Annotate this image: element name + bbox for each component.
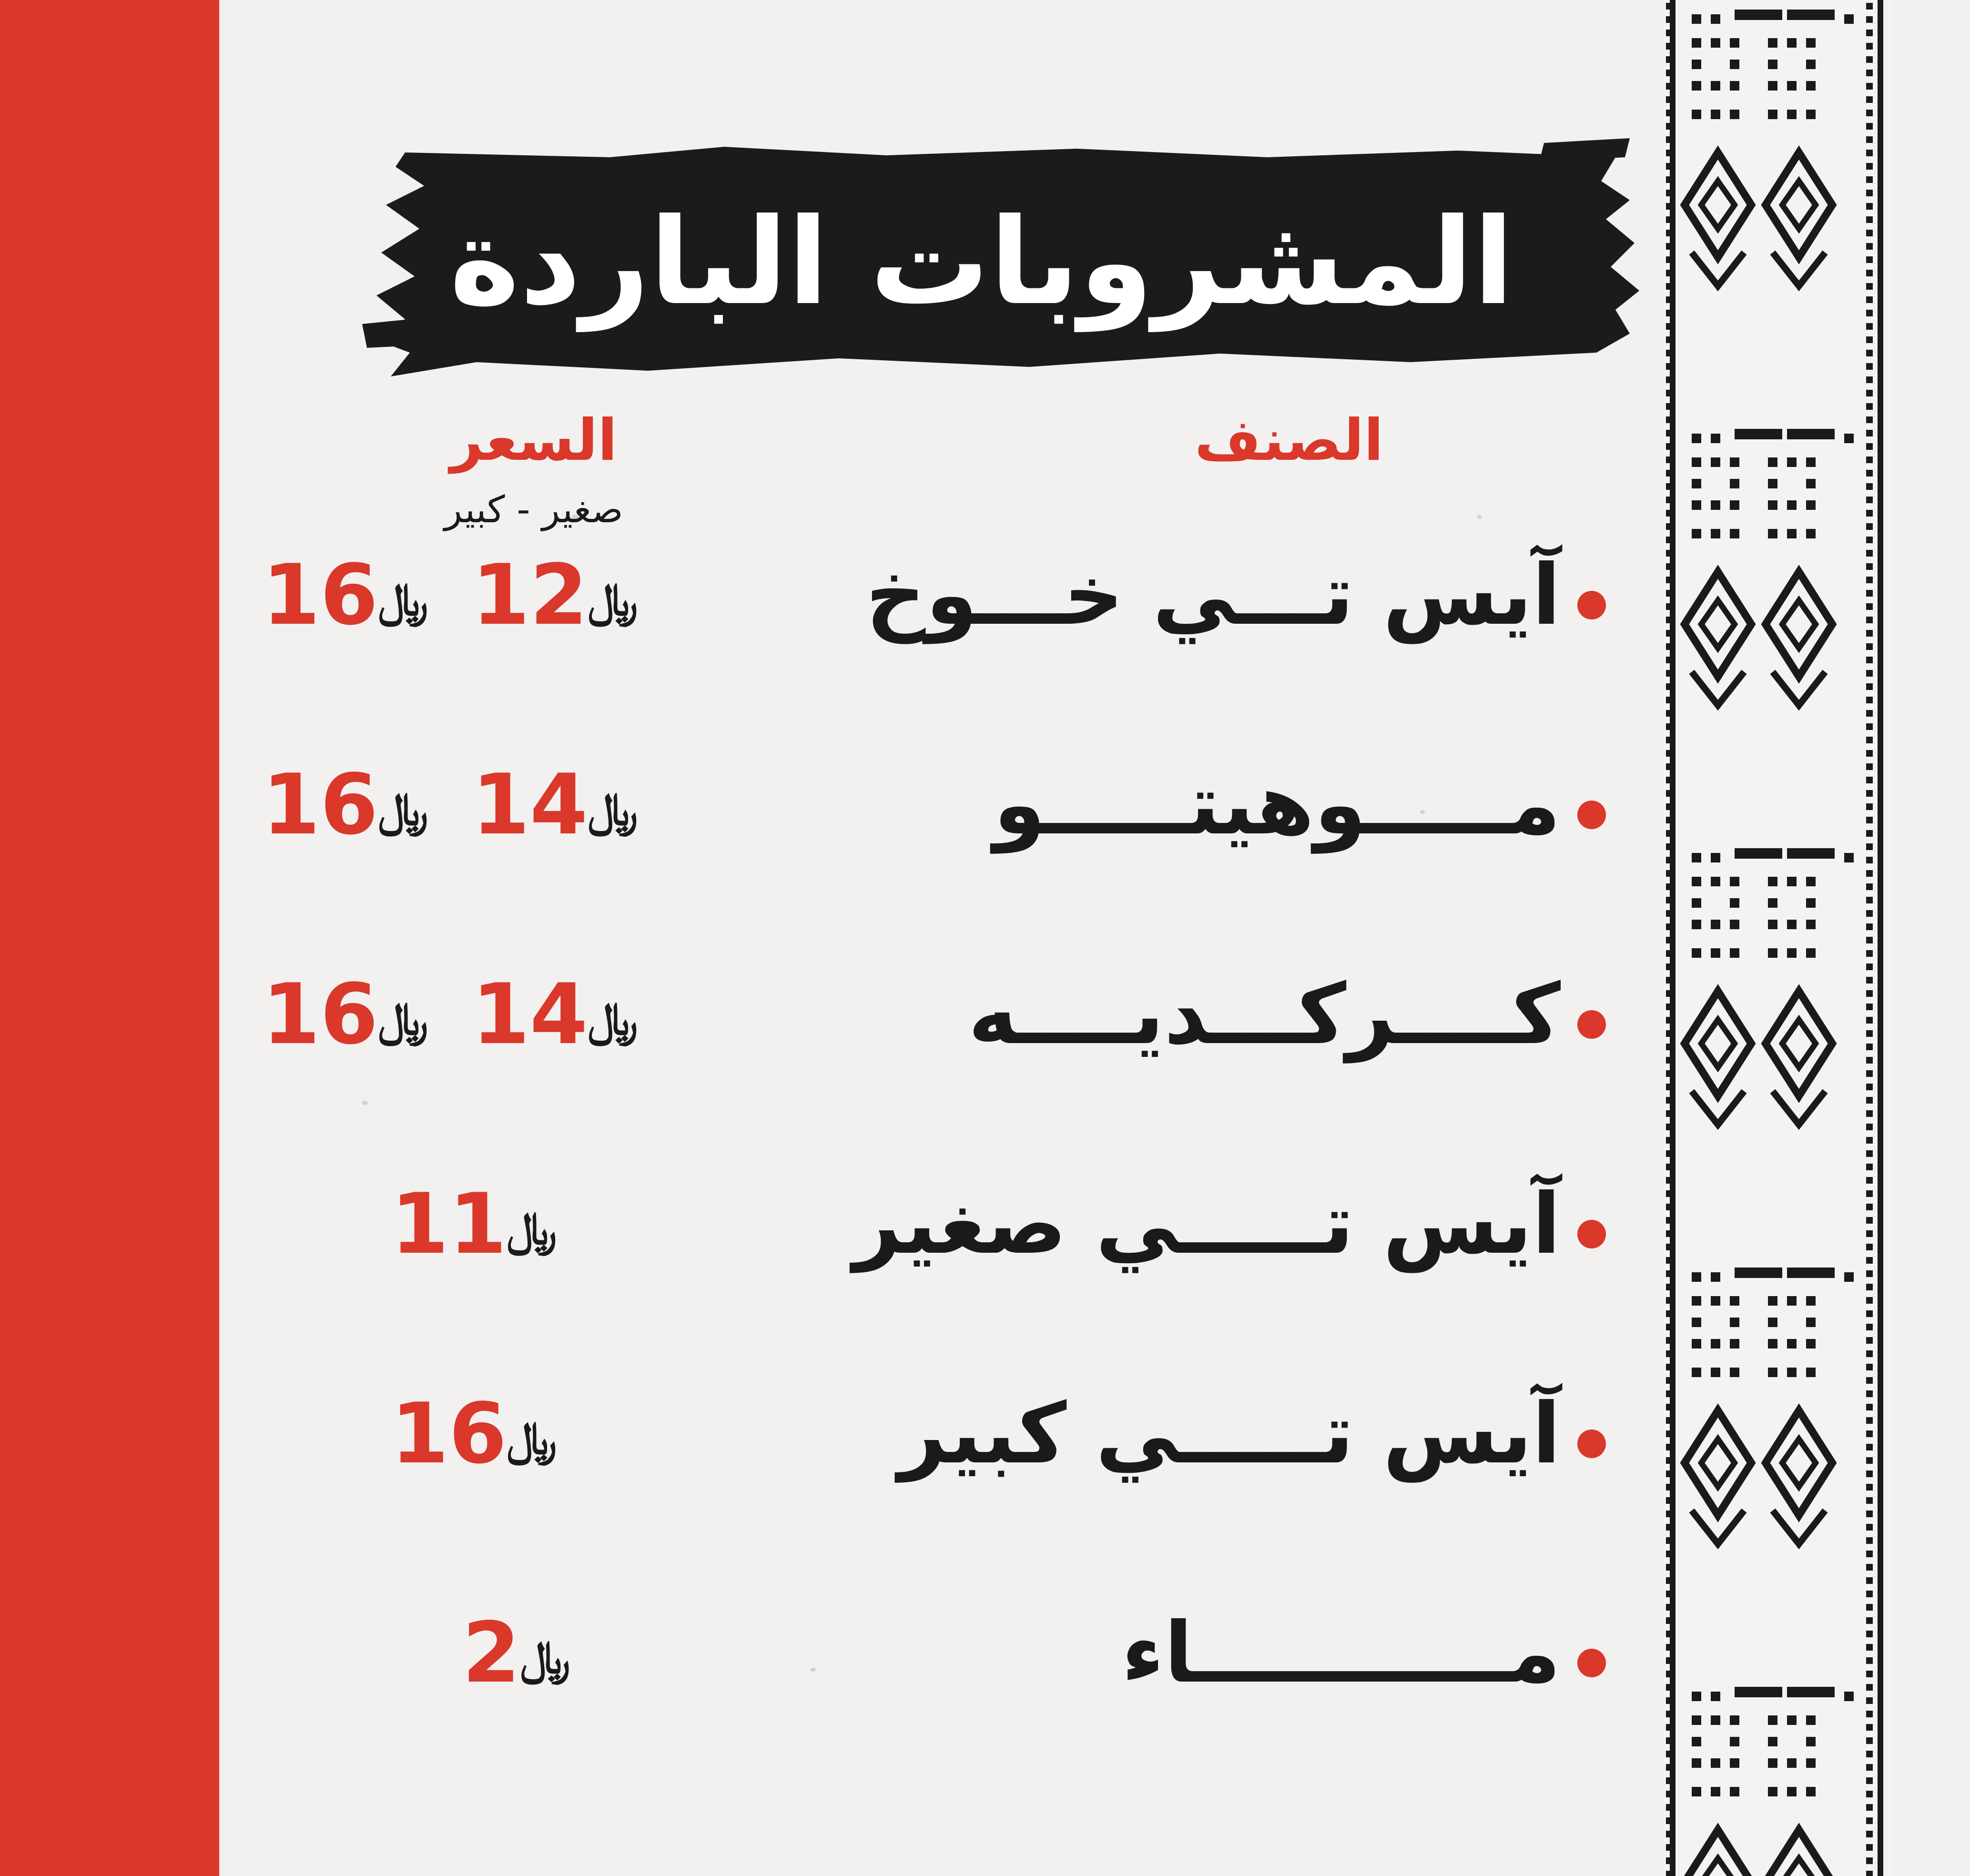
bullet-dot-icon — [1577, 1010, 1606, 1039]
menu-row — [229, 1363, 1635, 1506]
menu-row — [229, 1582, 1635, 1725]
item-name: كــــركـــديــــه — [968, 966, 1561, 1063]
item-name: آيس تـــــي كبير — [898, 1386, 1561, 1482]
currency-icon: ﷼ — [507, 1412, 557, 1465]
bullet-dot-icon — [1577, 1220, 1606, 1248]
menu-row — [229, 734, 1635, 877]
price-small: ﷼12 — [472, 547, 638, 644]
item-name: مـــــــــــاء — [1121, 1605, 1561, 1702]
item-name: آيس تـــي خـــوخ — [865, 547, 1561, 644]
currency-icon: ﷼ — [588, 783, 638, 836]
paper-speck — [1477, 515, 1482, 519]
price-small: ﷼14 — [472, 757, 638, 853]
price-large: ﷼16 — [262, 547, 428, 644]
menu-row — [229, 1153, 1635, 1296]
paper-speck — [362, 1101, 368, 1105]
bullet-dot-icon — [1577, 591, 1606, 619]
currency-icon: ﷼ — [507, 1203, 557, 1255]
currency-icon: ﷼ — [588, 993, 638, 1045]
currency-icon: ﷼ — [378, 783, 428, 836]
price-single: ﷼2 — [462, 1605, 570, 1702]
menu-row — [229, 524, 1635, 667]
ornament-border-band — [1663, 0, 1892, 1876]
price-large: ﷼16 — [262, 757, 428, 853]
bullet-dot-icon — [1577, 1649, 1606, 1677]
menu-title: المشروبات الباردة — [449, 193, 1514, 331]
price-large: ﷼16 — [262, 966, 428, 1063]
left-red-band — [0, 0, 219, 1876]
price-single: ﷼16 — [391, 1386, 557, 1482]
currency-icon: ﷼ — [378, 993, 428, 1045]
currency-icon: ﷼ — [520, 1632, 570, 1684]
menu-row — [229, 943, 1635, 1086]
bullet-dot-icon — [1577, 801, 1606, 829]
item-name: آيس تـــــي صغير — [853, 1176, 1561, 1273]
item-column-header: الصنف — [1194, 407, 1384, 474]
price-column-header: السعر — [450, 407, 618, 474]
bullet-dot-icon — [1577, 1430, 1606, 1458]
currency-icon: ﷼ — [588, 574, 638, 626]
item-name: مـــــوهيتـــــو — [993, 757, 1561, 853]
currency-icon: ﷼ — [378, 574, 428, 626]
price-single: ﷼11 — [391, 1176, 557, 1273]
size-subheader: صغير - كبير — [444, 488, 623, 531]
price-small: ﷼14 — [472, 966, 638, 1063]
